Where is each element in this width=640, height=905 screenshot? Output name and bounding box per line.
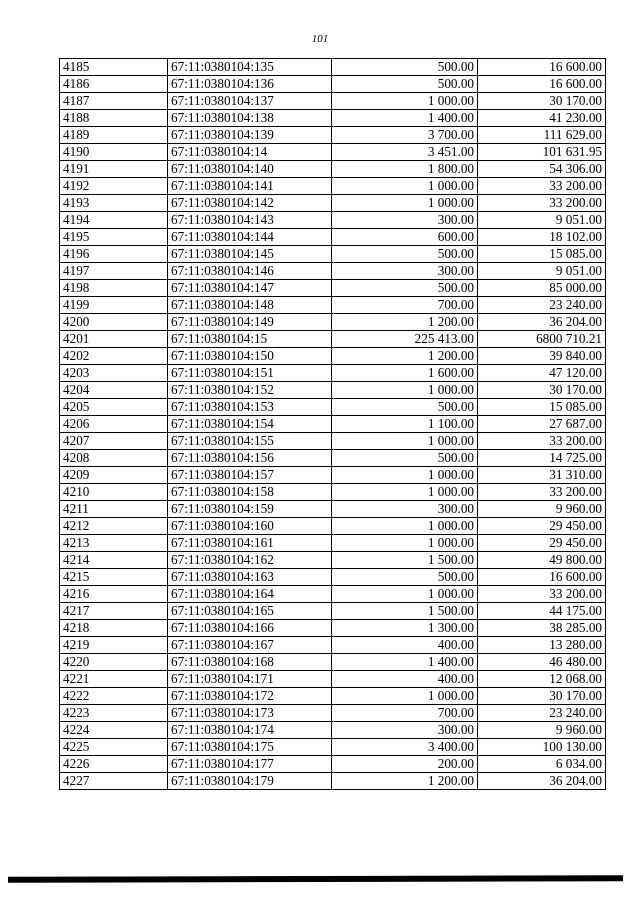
row-number-cell: 4205: [60, 399, 168, 416]
area-cell: 1 200.00: [332, 348, 478, 365]
value-cell: 39 840.00: [478, 348, 606, 365]
cadastral-number-cell: 67:11:0380104:165: [168, 603, 332, 620]
table-row: [60, 144, 606, 161]
value-cell: 33 200.00: [478, 195, 606, 212]
value-cell: 36 204.00: [478, 773, 606, 790]
value-cell: 16 600.00: [478, 569, 606, 586]
row-number-cell: 4201: [60, 331, 168, 348]
area-cell: 600.00: [332, 229, 478, 246]
area-cell: 1 000.00: [332, 535, 478, 552]
table-row: [60, 195, 606, 212]
table-row: [60, 127, 606, 144]
row-number-cell: 4227: [60, 773, 168, 790]
row-number-cell: 4197: [60, 263, 168, 280]
row-number-cell: 4210: [60, 484, 168, 501]
value-cell: 30 170.00: [478, 93, 606, 110]
row-number-cell: 4190: [60, 144, 168, 161]
value-cell: 33 200.00: [478, 484, 606, 501]
cadastral-number-cell: 67:11:0380104:166: [168, 620, 332, 637]
value-cell: 9 051.00: [478, 212, 606, 229]
area-cell: 1 000.00: [332, 382, 478, 399]
value-cell: 29 450.00: [478, 518, 606, 535]
cadastral-number-cell: 67:11:0380104:151: [168, 365, 332, 382]
area-cell: 3 451.00: [332, 144, 478, 161]
cadastral-number-cell: 67:11:0380104:158: [168, 484, 332, 501]
value-cell: 100 130.00: [478, 739, 606, 756]
area-cell: 1 000.00: [332, 688, 478, 705]
value-cell: 38 285.00: [478, 620, 606, 637]
row-number-cell: 4194: [60, 212, 168, 229]
area-cell: 500.00: [332, 76, 478, 93]
row-number-cell: 4186: [60, 76, 168, 93]
area-cell: 500.00: [332, 569, 478, 586]
cadastral-number-cell: 67:11:0380104:153: [168, 399, 332, 416]
table-row: [60, 314, 606, 331]
table-row: [60, 212, 606, 229]
table-row: [60, 161, 606, 178]
row-number-cell: 4212: [60, 518, 168, 535]
cadastral-number-cell: 67:11:0380104:175: [168, 739, 332, 756]
row-number-cell: 4223: [60, 705, 168, 722]
cadastral-number-cell: 67:11:0380104:177: [168, 756, 332, 773]
value-cell: 44 175.00: [478, 603, 606, 620]
cadastral-number-cell: 67:11:0380104:146: [168, 263, 332, 280]
row-number-cell: 4202: [60, 348, 168, 365]
area-cell: 1 200.00: [332, 314, 478, 331]
row-number-cell: 4224: [60, 722, 168, 739]
bottom-rule: [8, 875, 623, 883]
table-row: [60, 603, 606, 620]
area-cell: 1 000.00: [332, 518, 478, 535]
row-number-cell: 4215: [60, 569, 168, 586]
table-row: [60, 399, 606, 416]
cadastral-number-cell: 67:11:0380104:139: [168, 127, 332, 144]
area-cell: 500.00: [332, 399, 478, 416]
table-row: [60, 756, 606, 773]
row-number-cell: 4222: [60, 688, 168, 705]
area-cell: 500.00: [332, 59, 478, 76]
area-cell: 1 500.00: [332, 603, 478, 620]
cadastral-number-cell: 67:11:0380104:173: [168, 705, 332, 722]
table-row: [60, 671, 606, 688]
value-cell: 33 200.00: [478, 178, 606, 195]
table-row: [60, 382, 606, 399]
table-body: [60, 59, 606, 790]
table-row: [60, 654, 606, 671]
row-number-cell: 4208: [60, 450, 168, 467]
value-cell: 16 600.00: [478, 59, 606, 76]
row-number-cell: 4214: [60, 552, 168, 569]
area-cell: 3 700.00: [332, 127, 478, 144]
value-cell: 47 120.00: [478, 365, 606, 382]
area-cell: 500.00: [332, 450, 478, 467]
table-row: [60, 688, 606, 705]
row-number-cell: 4226: [60, 756, 168, 773]
area-cell: 300.00: [332, 722, 478, 739]
area-cell: 500.00: [332, 280, 478, 297]
row-number-cell: 4196: [60, 246, 168, 263]
area-cell: 300.00: [332, 263, 478, 280]
row-number-cell: 4216: [60, 586, 168, 603]
value-cell: 9 960.00: [478, 722, 606, 739]
row-number-cell: 4195: [60, 229, 168, 246]
area-cell: 225 413.00: [332, 331, 478, 348]
cadastral-number-cell: 67:11:0380104:140: [168, 161, 332, 178]
row-number-cell: 4217: [60, 603, 168, 620]
area-cell: 1 000.00: [332, 178, 478, 195]
value-cell: 23 240.00: [478, 297, 606, 314]
table-row: [60, 705, 606, 722]
row-number-cell: 4206: [60, 416, 168, 433]
value-cell: 12 068.00: [478, 671, 606, 688]
area-cell: 700.00: [332, 297, 478, 314]
row-number-cell: 4219: [60, 637, 168, 654]
cadastral-number-cell: 67:11:0380104:157: [168, 467, 332, 484]
table-row: [60, 501, 606, 518]
row-number-cell: 4198: [60, 280, 168, 297]
table-row: [60, 552, 606, 569]
row-number-cell: 4203: [60, 365, 168, 382]
row-number-cell: 4207: [60, 433, 168, 450]
cadastral-number-cell: 67:11:0380104:142: [168, 195, 332, 212]
table-row: [60, 416, 606, 433]
cadastral-number-cell: 67:11:0380104:136: [168, 76, 332, 93]
row-number-cell: 4199: [60, 297, 168, 314]
row-number-cell: 4187: [60, 93, 168, 110]
table-row: [60, 110, 606, 127]
value-cell: 6800 710.21: [478, 331, 606, 348]
table-row: [60, 484, 606, 501]
data-table: [59, 58, 606, 790]
table-row: [60, 620, 606, 637]
cadastral-number-cell: 67:11:0380104:168: [168, 654, 332, 671]
table-row: [60, 569, 606, 586]
value-cell: 46 480.00: [478, 654, 606, 671]
cadastral-number-cell: 67:11:0380104:138: [168, 110, 332, 127]
cadastral-number-cell: 67:11:0380104:14: [168, 144, 332, 161]
cadastral-number-cell: 67:11:0380104:172: [168, 688, 332, 705]
row-number-cell: 4209: [60, 467, 168, 484]
row-number-cell: 4200: [60, 314, 168, 331]
row-number-cell: 4188: [60, 110, 168, 127]
area-cell: 1 000.00: [332, 586, 478, 603]
value-cell: 16 600.00: [478, 76, 606, 93]
cadastral-number-cell: 67:11:0380104:160: [168, 518, 332, 535]
table-row: [60, 263, 606, 280]
table-row: [60, 773, 606, 790]
value-cell: 85 000.00: [478, 280, 606, 297]
cadastral-number-cell: 67:11:0380104:15: [168, 331, 332, 348]
table-row: [60, 739, 606, 756]
value-cell: 49 800.00: [478, 552, 606, 569]
value-cell: 18 102.00: [478, 229, 606, 246]
area-cell: 500.00: [332, 246, 478, 263]
value-cell: 31 310.00: [478, 467, 606, 484]
table-row: [60, 93, 606, 110]
row-number-cell: 4211: [60, 501, 168, 518]
row-number-cell: 4204: [60, 382, 168, 399]
area-cell: 1 000.00: [332, 467, 478, 484]
value-cell: 30 170.00: [478, 382, 606, 399]
cadastral-number-cell: 67:11:0380104:156: [168, 450, 332, 467]
cadastral-number-cell: 67:11:0380104:141: [168, 178, 332, 195]
value-cell: 29 450.00: [478, 535, 606, 552]
row-number-cell: 4193: [60, 195, 168, 212]
cadastral-number-cell: 67:11:0380104:171: [168, 671, 332, 688]
cadastral-number-cell: 67:11:0380104:174: [168, 722, 332, 739]
value-cell: 6 034.00: [478, 756, 606, 773]
value-cell: 111 629.00: [478, 127, 606, 144]
value-cell: 36 204.00: [478, 314, 606, 331]
area-cell: 1 000.00: [332, 195, 478, 212]
table-row: [60, 76, 606, 93]
area-cell: 1 400.00: [332, 654, 478, 671]
value-cell: 41 230.00: [478, 110, 606, 127]
table-row: [60, 637, 606, 654]
value-cell: 54 306.00: [478, 161, 606, 178]
table-row: [60, 59, 606, 76]
row-number-cell: 4192: [60, 178, 168, 195]
cadastral-number-cell: 67:11:0380104:144: [168, 229, 332, 246]
value-cell: 9 051.00: [478, 263, 606, 280]
row-number-cell: 4220: [60, 654, 168, 671]
row-number-cell: 4221: [60, 671, 168, 688]
area-cell: 3 400.00: [332, 739, 478, 756]
area-cell: 400.00: [332, 671, 478, 688]
table-row: [60, 722, 606, 739]
cadastral-number-cell: 67:11:0380104:135: [168, 59, 332, 76]
area-cell: 700.00: [332, 705, 478, 722]
cadastral-number-cell: 67:11:0380104:161: [168, 535, 332, 552]
cadastral-number-cell: 67:11:0380104:149: [168, 314, 332, 331]
value-cell: 14 725.00: [478, 450, 606, 467]
cadastral-number-cell: 67:11:0380104:143: [168, 212, 332, 229]
value-cell: 27 687.00: [478, 416, 606, 433]
area-cell: 1 500.00: [332, 552, 478, 569]
cadastral-number-cell: 67:11:0380104:147: [168, 280, 332, 297]
table-row: [60, 178, 606, 195]
value-cell: 33 200.00: [478, 433, 606, 450]
area-cell: 1 800.00: [332, 161, 478, 178]
cadastral-number-cell: 67:11:0380104:154: [168, 416, 332, 433]
cadastral-number-cell: 67:11:0380104:167: [168, 637, 332, 654]
row-number-cell: 4191: [60, 161, 168, 178]
table-row: [60, 297, 606, 314]
table-row: [60, 586, 606, 603]
cadastral-number-cell: 67:11:0380104:137: [168, 93, 332, 110]
page-number: 101: [311, 33, 329, 45]
table-row: [60, 433, 606, 450]
area-cell: 400.00: [332, 637, 478, 654]
cadastral-number-cell: 67:11:0380104:155: [168, 433, 332, 450]
cadastral-number-cell: 67:11:0380104:150: [168, 348, 332, 365]
row-number-cell: 4185: [60, 59, 168, 76]
row-number-cell: 4213: [60, 535, 168, 552]
table-row: [60, 331, 606, 348]
area-cell: 1 300.00: [332, 620, 478, 637]
area-cell: 1 000.00: [332, 93, 478, 110]
table-row: [60, 229, 606, 246]
cadastral-number-cell: 67:11:0380104:145: [168, 246, 332, 263]
table-row: [60, 280, 606, 297]
area-cell: 300.00: [332, 212, 478, 229]
value-cell: 101 631.95: [478, 144, 606, 161]
area-cell: 1 000.00: [332, 484, 478, 501]
value-cell: 23 240.00: [478, 705, 606, 722]
cadastral-number-cell: 67:11:0380104:148: [168, 297, 332, 314]
area-cell: 300.00: [332, 501, 478, 518]
cadastral-number-cell: 67:11:0380104:159: [168, 501, 332, 518]
area-cell: 1 600.00: [332, 365, 478, 382]
table-row: [60, 365, 606, 382]
row-number-cell: 4218: [60, 620, 168, 637]
table-row: [60, 348, 606, 365]
value-cell: 13 280.00: [478, 637, 606, 654]
row-number-cell: 4189: [60, 127, 168, 144]
table-row: [60, 535, 606, 552]
value-cell: 33 200.00: [478, 586, 606, 603]
value-cell: 9 960.00: [478, 501, 606, 518]
area-cell: 1 400.00: [332, 110, 478, 127]
value-cell: 15 085.00: [478, 399, 606, 416]
area-cell: 200.00: [332, 756, 478, 773]
row-number-cell: 4225: [60, 739, 168, 756]
area-cell: 1 000.00: [332, 433, 478, 450]
value-cell: 15 085.00: [478, 246, 606, 263]
table-row: [60, 467, 606, 484]
table-row: [60, 246, 606, 263]
area-cell: 1 100.00: [332, 416, 478, 433]
cadastral-number-cell: 67:11:0380104:162: [168, 552, 332, 569]
cadastral-number-cell: 67:11:0380104:179: [168, 773, 332, 790]
cadastral-number-cell: 67:11:0380104:163: [168, 569, 332, 586]
area-cell: 1 200.00: [332, 773, 478, 790]
value-cell: 30 170.00: [478, 688, 606, 705]
table-row: [60, 518, 606, 535]
cadastral-number-cell: 67:11:0380104:164: [168, 586, 332, 603]
table-row: [60, 450, 606, 467]
cadastral-number-cell: 67:11:0380104:152: [168, 382, 332, 399]
